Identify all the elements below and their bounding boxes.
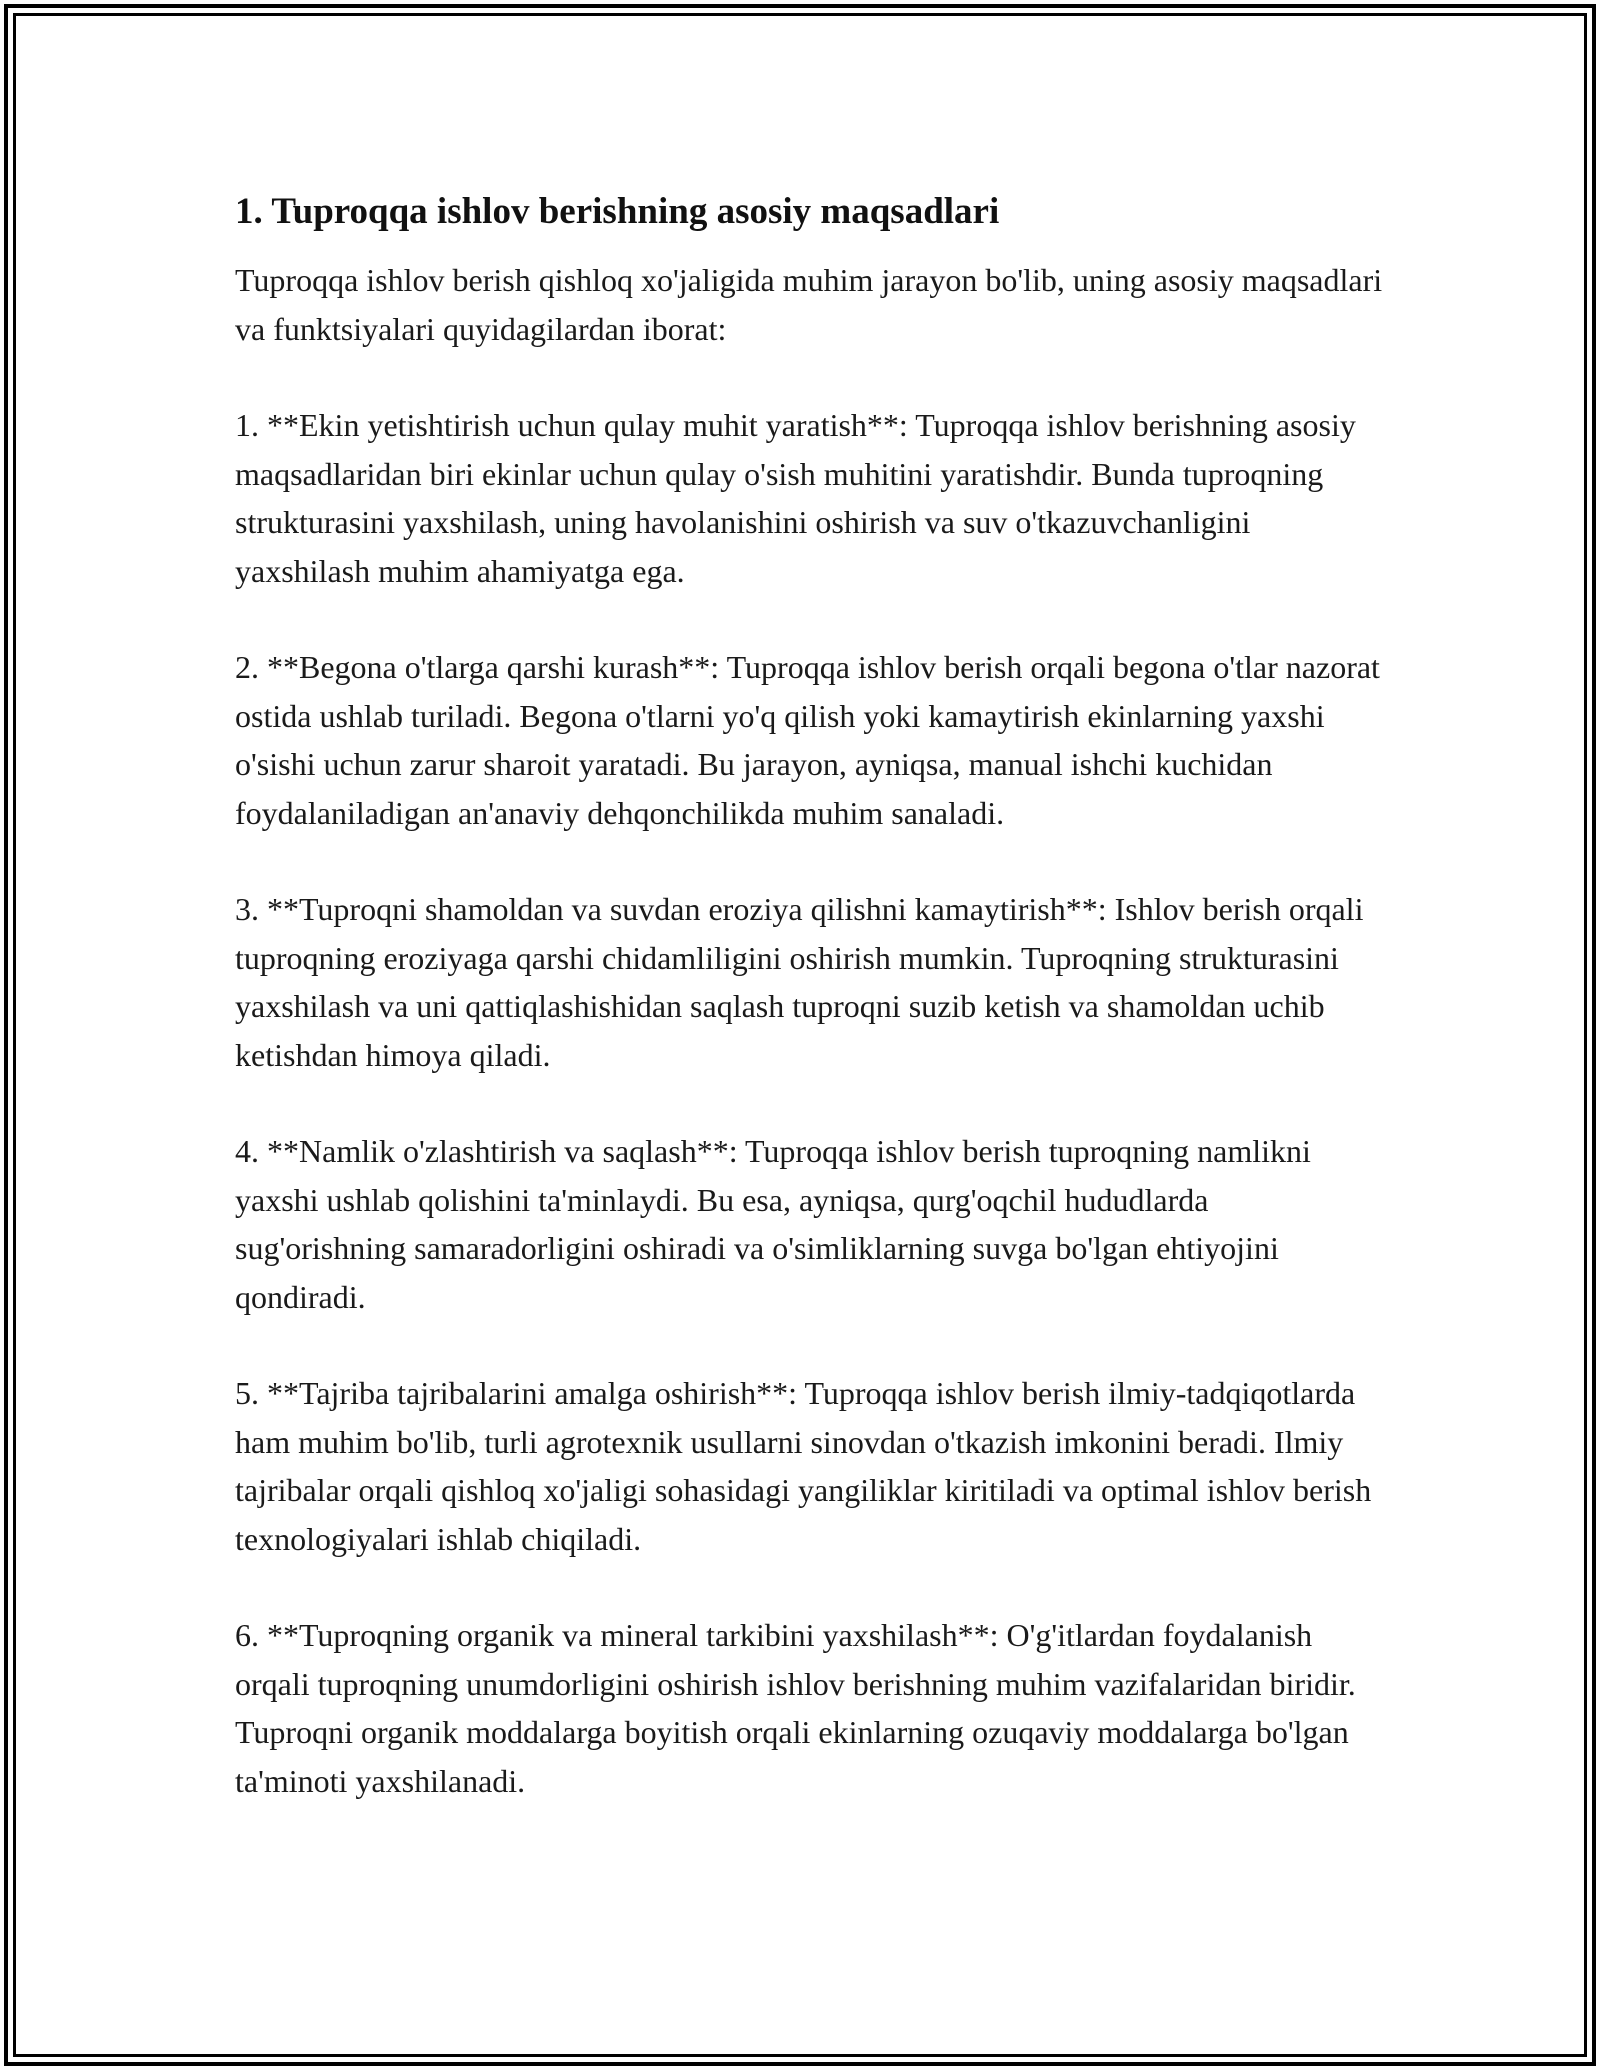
list-item-3: 3. **Tuproqni shamoldan va suvdan eroziya qilishni kamaytirish**: Ishlov berish orqali tuproqning eroziyaga qarshi chidamliligini oshirish mumkin. Tuproqning strukturasini yaxshilash va uni qattiqlashishidan saqlash tuproqni suzib ketish va shamoldan uchib ketishdan himoya qiladi. [235, 891, 1364, 1073]
list-item-4: 4. **Namlik o'zlashtirish va saqlash**: Tuproqqa ishlov berish tuproqning namlikni yaxshi ushlab qolishini ta'minlaydi. Bu esa, ayniqsa, qurg'oqchil hududlarda sug'orishning samaradorligini oshiradi va o'simliklarning suvga bo'lgan ehtiyojini qondiradi. [235, 1133, 1311, 1315]
document-title: 1. Tuproqqa ishlov berishning asosiy maqsadlari [235, 191, 1000, 232]
intro-paragraph: Tuproqqa ishlov berish qishloq xo'jaligida muhim jarayon bo'lib, uning asosiy maqsadlari va funktsiyalari quyidagilardan iborat: [235, 262, 1383, 347]
list-item-1: 1. **Ekin yetishtirish uchun qulay muhit yaratish**: Tuproqqa ishlov berishning asosiy maqsadlaridan biri ekinlar uchun qulay o'sish muhitini yaratishdir. Bunda tuproqning strukturasini yaxshilash, uning havolanishini oshirish va suv o'tkazuvchanligini yaxshilash muhim ahamiyatga ega. [235, 407, 1356, 589]
list-item-2: 2. **Begona o'tlarga qarshi kurash**: Tuproqqa ishlov berish orqali begona o'tlar nazorat ostida ushlab turiladi. Begona o'tlarni yo'q qilish yoki kamaytirish ekinlarning yaxshi o'sishi uchun zarur sharoit yaratadi. Bu jarayon, ayniqsa, manual ishchi kuchidan foydalaniladigan an'anaviy dehqonchilikda muhim sanaladi. [235, 649, 1380, 831]
document-body [235, 188, 1385, 1853]
list-item-5: 5. **Tajriba tajribalarini amalga oshirish**: Tuproqqa ishlov berish ilmiy-tadqiqotlarda ham muhim bo'lib, turli agrotexnik usullarni sinovdan o'tkazish imkonini beradi. Ilmiy tajribalar orqali qishloq xo'jaligi sohasidagi yangiliklar kiritiladi va optimal ishlov berish texnologiyalari ishlab chiqiladi. [235, 1375, 1372, 1557]
list-item-6: 6. **Tuproqning organik va mineral tarkibini yaxshilash**: O'g'itlardan foydalanish orqali tuproqning unumdorligini oshirish ishlov berishning muhim vazifalaridan biridir. Tuproqni organik moddalarga boyitish orqali ekinlarning ozuqaviy moddalarga bo'lgan ta'minoti yaxshilanadi. [235, 1617, 1356, 1799]
